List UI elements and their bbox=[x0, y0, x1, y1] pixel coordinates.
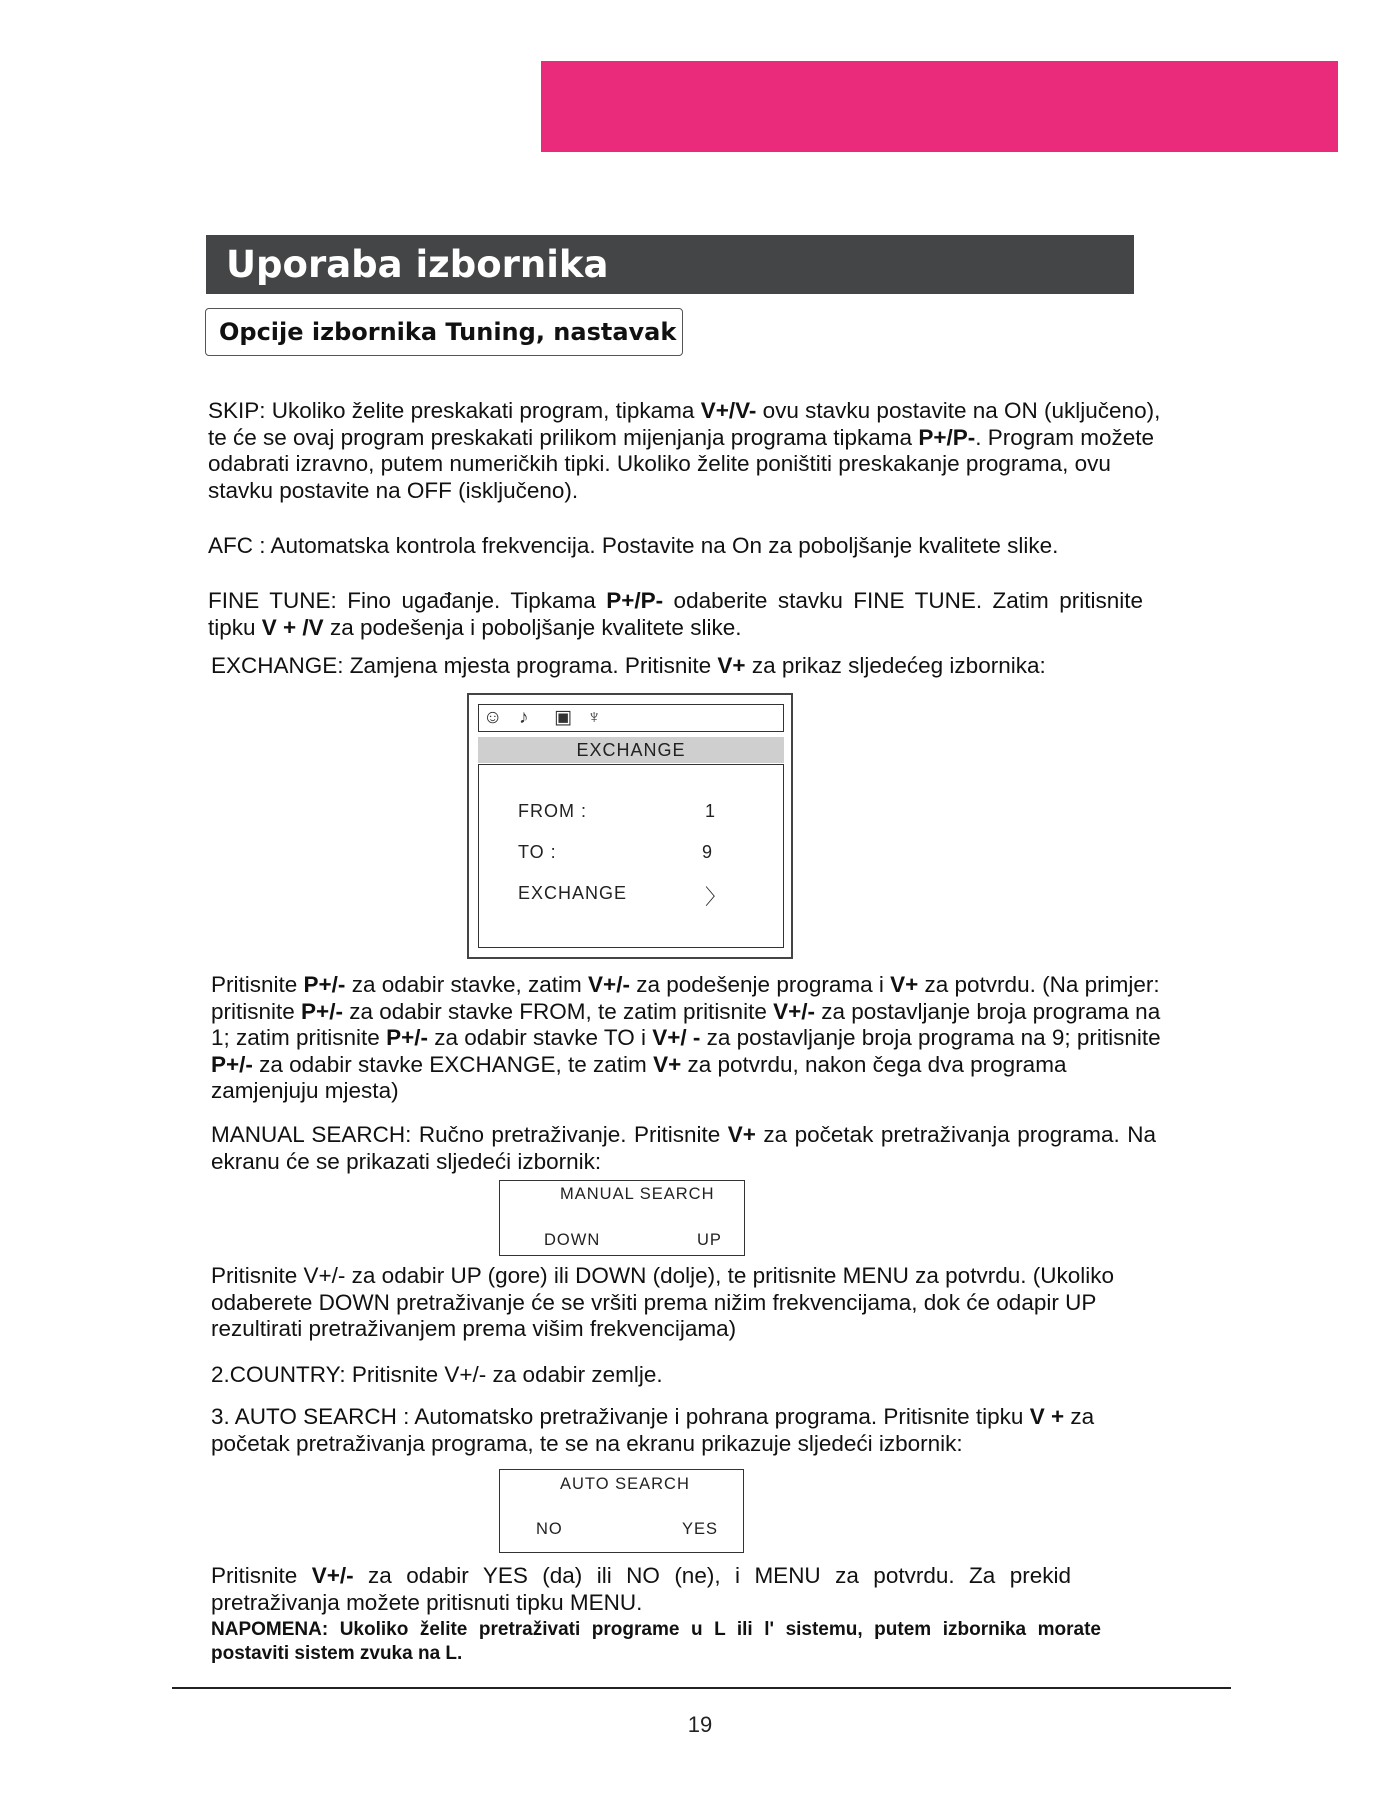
from-value: 1 bbox=[705, 801, 716, 821]
manual-search-paragraph: MANUAL SEARCH: Ručno pretraživanje. Pritisnite V+ za početak pretraživanja programa. Na ekranu će se prikazati sljedeći izbornik: bbox=[211, 1122, 1157, 1174]
person-icon: ☺ bbox=[483, 707, 503, 728]
note-paragraph: NAPOMENA: Ukoliko želite pretraživati programe u L ili l' sistemu, putem izbornika morate postaviti sistem zvuka na L. bbox=[211, 1619, 1101, 1664]
fine-tune-paragraph: FINE TUNE: Fino ugađanje. Tipkama P+/P- odaberite stavku FINE TUNE. Zatim pritisnite tipku V + /V za podešenja i poboljšanje kvalitete slike. bbox=[208, 588, 1143, 640]
manual-search-down: DOWN bbox=[544, 1231, 601, 1249]
auto-help-paragraph: Pritisnite V+/- za odabir YES (da) ili NO (ne), i MENU za potvrdu. Za prekid pretraživanja možete pritisnuti tipku MENU. bbox=[211, 1563, 1072, 1615]
afc-paragraph: AFC : Automatska kontrola frekvencija. Postavite na On za poboljšanje kvalitete slike. bbox=[208, 533, 1059, 558]
auto-search-yes: YES bbox=[682, 1520, 719, 1538]
manual-search-menu-figure bbox=[499, 1180, 745, 1256]
tuning-icon: ♆ bbox=[587, 707, 602, 728]
exchange-menu-header: EXCHANGE bbox=[478, 737, 784, 763]
from-label: FROM : bbox=[518, 801, 587, 821]
exchange-paragraph: EXCHANGE: Zamjena mjesta programa. Pritisnite V+ za prikaz sljedećeg izbornika: bbox=[211, 653, 1046, 678]
manual-search-up: UP bbox=[697, 1231, 722, 1249]
auto-search-menu-figure bbox=[499, 1469, 744, 1553]
chevron-right-icon: 〉 bbox=[705, 886, 726, 909]
skip-paragraph: SKIP: Ukoliko želite preskakati program, tipkama V+/V- ovu stavku postavite na ON (uključeno), te će se ovaj program preskakati prilikom mijenjanja programa tipkama P+/P-. Program možete odabrati izravno, putem numeričkih tipki. Ukoliko želite poništiti preskakanje programa, ovu stavku postavite na OFF (isključeno). bbox=[208, 398, 1161, 503]
exchange-help-paragraph: Pritisnite P+/- za odabir stavke, zatim V+/- za podešenje programa i V+ za potvrdu. (Na primjer: pritisnite P+/- za odabir stavke FROM, te zatim pritisnite V+/- za postavljanje broja programa na 1; zatim pritisnite P+/- za odabir stavke TO i V+/ - za postavljanje broja programa na 9; pritisnite P+/- za odabir stavke EXCHANGE, te zatim V+ za potvrdu, nakon čega dva programa zamjenjuju mjesta) bbox=[211, 972, 1161, 1103]
auto-search-title: AUTO SEARCH bbox=[560, 1475, 690, 1493]
page-title: Uporaba izbornika bbox=[206, 235, 1134, 294]
section-subtitle: Opcije izbornika Tuning, nastavak bbox=[205, 308, 683, 356]
exchange-menu-figure bbox=[467, 693, 793, 959]
exchange-label: EXCHANGE bbox=[518, 883, 628, 903]
auto-search-paragraph: 3. AUTO SEARCH : Automatsko pretraživanje i pohrana programa. Pritisnite tipku V + za početak pretraživanja programa, te se na ekranu prikazuje sljedeći izbornik: bbox=[211, 1404, 1095, 1456]
speaker-icon: ♪ bbox=[519, 707, 529, 728]
manual-help-paragraph: Pritisnite V+/- za odabir UP (gore) ili DOWN (dolje), te pritisnite MENU za potvrdu. (Ukoliko odaberete DOWN pretraživanje će se vršiti prema nižim frekvencijama, dok će odapir UP rezultirati pretraživanjem prema višim frekvencijama) bbox=[211, 1263, 1114, 1341]
manual-search-title: MANUAL SEARCH bbox=[560, 1185, 715, 1203]
menu-icon-strip bbox=[478, 704, 784, 732]
auto-search-no: NO bbox=[536, 1520, 563, 1538]
to-value: 9 bbox=[702, 842, 713, 862]
picture-icon: ▣ bbox=[554, 707, 572, 728]
header-color-bar bbox=[541, 61, 1338, 152]
exchange-menu-body bbox=[478, 764, 784, 948]
page-number: 19 bbox=[687, 1712, 713, 1737]
to-label: TO : bbox=[518, 842, 557, 862]
country-paragraph: 2.COUNTRY: Pritisnite V+/- za odabir zemlje. bbox=[211, 1362, 663, 1387]
footer-divider bbox=[172, 1687, 1231, 1689]
